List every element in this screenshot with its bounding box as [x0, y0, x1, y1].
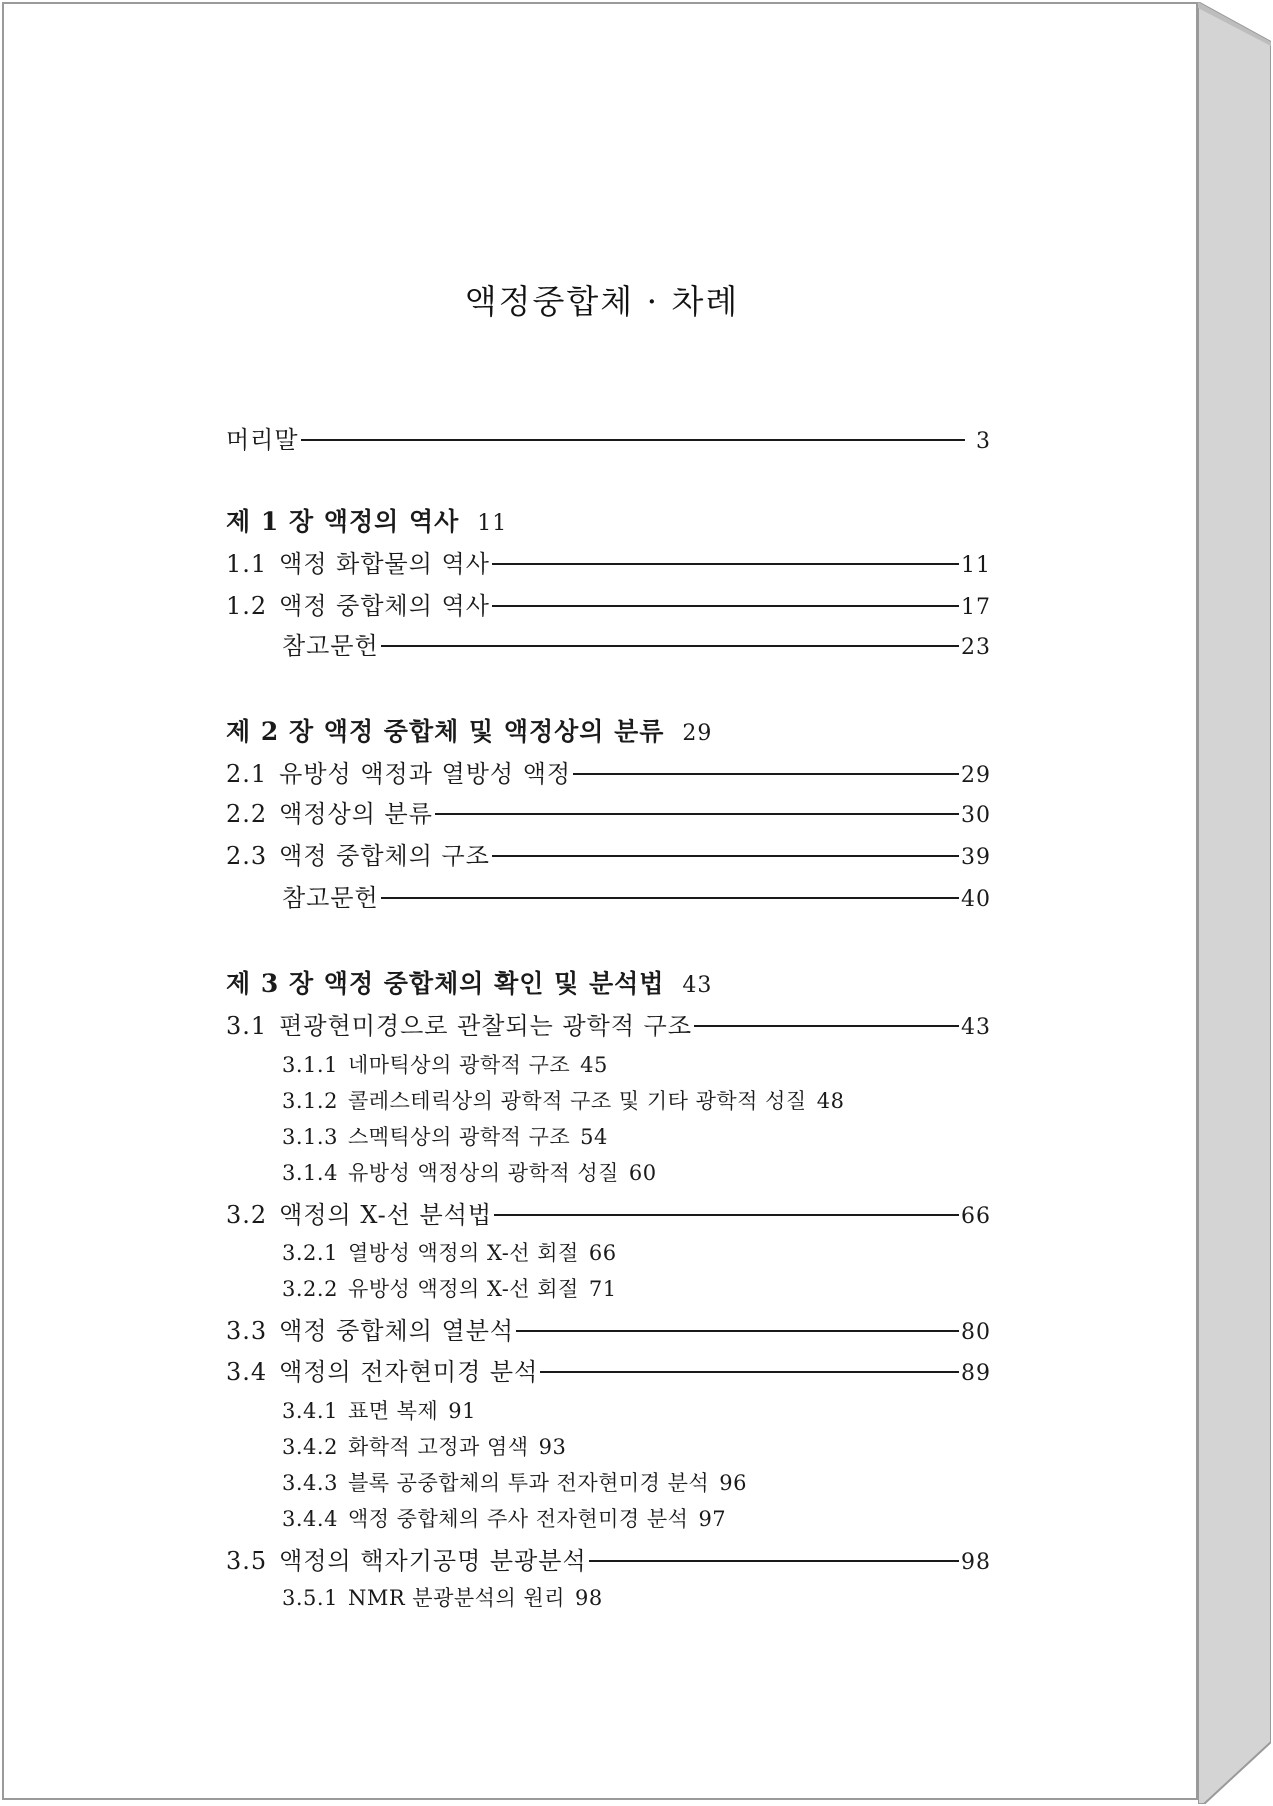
toc-subentry[interactable] — [282, 1467, 1047, 1497]
leader-line — [492, 563, 959, 565]
entry-page: 29 — [961, 763, 991, 788]
entry-title: 액정의 X-선 분석법 — [279, 1201, 493, 1229]
section-number: 3.4.4 — [282, 1507, 338, 1531]
entry-page: 11 — [961, 553, 991, 578]
entry-title: 유방성 액정의 X-선 회절 — [347, 1277, 579, 1301]
entry-title: 편광현미경으로 관찰되는 광학적 구조 — [279, 1012, 693, 1040]
section-number: 3.5.1 — [282, 1586, 338, 1610]
page-title: 액정중합체 · 차례 — [464, 282, 740, 321]
section-number: 1.1 — [226, 550, 268, 578]
entry-title: 액정상의 분류 — [279, 800, 433, 828]
entry-title: 콜레스테릭상의 광학적 구조 및 기타 광학적 성질 — [347, 1089, 807, 1113]
toc-entry[interactable] — [226, 586, 991, 621]
section-number: 3.1.1 — [282, 1053, 338, 1077]
chapter-title: 제 2 장 액정 중합체 및 액정상의 분류 — [226, 717, 665, 746]
chapter-page: 29 — [682, 721, 713, 746]
entry-title: 머리말 — [226, 426, 299, 454]
leader-line — [589, 1560, 959, 1562]
toc-entry[interactable] — [226, 754, 991, 789]
entry-title: 스멕틱상의 광학적 구조 — [347, 1125, 571, 1149]
section-number: 3.1 — [226, 1012, 268, 1040]
entry-title: 액정의 핵자기공명 분광분석 — [279, 1547, 587, 1575]
entry-page: 43 — [961, 1015, 991, 1040]
entry-title: 유방성 액정과 열방성 액정 — [279, 760, 572, 788]
section-number: 3.4.1 — [282, 1399, 338, 1423]
section-number: 3.4 — [226, 1358, 268, 1386]
entry-title: 액정 중합체의 구조 — [279, 842, 490, 870]
toc-entry[interactable] — [226, 836, 991, 871]
toc-entry-preface[interactable] — [226, 420, 991, 455]
toc-entry[interactable] — [226, 1006, 991, 1041]
toc-subentry[interactable] — [282, 1121, 1047, 1151]
leader-line — [301, 439, 965, 441]
entry-title: 유방성 액정상의 광학적 성질 — [347, 1161, 619, 1185]
book-page — [2, 2, 1198, 1800]
entry-title: 액정 중합체의 역사 — [279, 592, 490, 620]
entry-page: 39 — [961, 845, 991, 870]
toc-subentry[interactable] — [282, 1273, 1047, 1303]
leader-line — [573, 773, 959, 775]
chapter-title: 제 1 장 액정의 역사 — [226, 507, 460, 536]
chapter-heading-2[interactable] — [226, 712, 991, 748]
entry-page: 80 — [961, 1320, 991, 1345]
chapter-heading-1[interactable] — [226, 502, 991, 538]
leader-line — [516, 1330, 959, 1332]
toc-entry[interactable] — [226, 1352, 991, 1387]
toc-entry-references[interactable] — [226, 626, 991, 661]
book-spine-edge — [1198, 2, 1271, 1804]
toc-subentry[interactable] — [282, 1503, 1047, 1533]
entry-page: 66 — [961, 1204, 991, 1229]
entry-page: 23 — [961, 635, 991, 660]
chapter-page: 43 — [682, 973, 713, 998]
toc-subentry[interactable] — [282, 1157, 1047, 1187]
entry-title: 액정의 전자현미경 분석 — [279, 1358, 539, 1386]
leader-line — [694, 1025, 959, 1027]
leader-line — [381, 645, 959, 647]
entry-title: 액정 화합물의 역사 — [279, 550, 490, 578]
toc-subentry[interactable] — [282, 1085, 1047, 1115]
entry-page: 54 — [580, 1125, 608, 1149]
toc-subentry[interactable] — [282, 1582, 1047, 1612]
entry-title: 블록 공중합체의 투과 전자현미경 분석 — [347, 1471, 710, 1495]
leader-line — [492, 605, 959, 607]
section-number: 3.1.2 — [282, 1089, 338, 1113]
chapter-heading-3[interactable] — [226, 964, 991, 1000]
entry-title: 화학적 고정과 염색 — [347, 1435, 529, 1459]
entry-title: 참고문헌 — [282, 632, 379, 660]
entry-page: 98 — [961, 1550, 991, 1575]
section-number: 3.4.2 — [282, 1435, 338, 1459]
entry-page: 97 — [698, 1507, 727, 1531]
chapter-title: 제 3 장 액정 중합체의 확인 및 분석법 — [226, 969, 665, 998]
entry-title: 표면 복제 — [347, 1399, 439, 1423]
entry-page: 17 — [961, 595, 991, 620]
toc-subentry[interactable] — [282, 1049, 1047, 1079]
section-number: 3.1.3 — [282, 1125, 338, 1149]
chapter-page: 11 — [477, 511, 508, 536]
entry-page: 89 — [961, 1361, 991, 1386]
section-number: 3.2 — [226, 1201, 268, 1229]
leader-line — [381, 897, 959, 899]
section-number: 3.3 — [226, 1317, 268, 1345]
entry-page: 71 — [588, 1277, 617, 1301]
section-number: 3.5 — [226, 1547, 268, 1575]
entry-page: 98 — [574, 1586, 603, 1610]
section-number: 3.2.2 — [282, 1277, 338, 1301]
toc-subentry[interactable] — [282, 1395, 1047, 1425]
entry-page: 60 — [628, 1161, 657, 1185]
toc-entry[interactable] — [226, 1541, 991, 1576]
section-number: 2.3 — [226, 842, 268, 870]
toc-subentry[interactable] — [282, 1431, 1047, 1461]
entry-page: 93 — [538, 1435, 567, 1459]
toc-entry[interactable] — [226, 544, 991, 579]
entry-page: 91 — [448, 1399, 476, 1423]
leader-line — [540, 1371, 959, 1373]
entry-title: 참고문헌 — [282, 884, 379, 912]
leader-line — [494, 1214, 959, 1216]
toc-entry[interactable] — [226, 794, 991, 829]
leader-line — [492, 855, 959, 857]
entry-page: 40 — [961, 887, 991, 912]
toc-entry-references[interactable] — [226, 878, 991, 913]
toc-subentry[interactable] — [282, 1237, 1047, 1267]
section-number: 2.1 — [226, 760, 268, 788]
toc-entry[interactable] — [226, 1311, 991, 1346]
entry-title: 네마틱상의 광학적 구조 — [347, 1053, 571, 1077]
section-number: 3.1.4 — [282, 1161, 338, 1185]
entry-page: 30 — [961, 803, 991, 828]
section-number: 1.2 — [226, 592, 268, 620]
toc-entry[interactable] — [226, 1195, 991, 1230]
section-number: 3.4.3 — [282, 1471, 338, 1495]
entry-page: 96 — [719, 1471, 747, 1495]
section-number: 2.2 — [226, 800, 268, 828]
entry-page: 3 — [976, 429, 991, 454]
entry-page: 45 — [580, 1053, 608, 1077]
leader-line — [435, 813, 959, 815]
entry-title: NMR 분광분석의 원리 — [347, 1586, 565, 1610]
entry-title: 액정 중합체의 주사 전자현미경 분석 — [347, 1507, 689, 1531]
entry-title: 열방성 액정의 X-선 회절 — [347, 1241, 579, 1265]
entry-page: 66 — [588, 1241, 617, 1265]
section-number: 3.2.1 — [282, 1241, 338, 1265]
entry-title: 액정 중합체의 열분석 — [279, 1317, 515, 1345]
entry-page: 48 — [816, 1089, 845, 1113]
